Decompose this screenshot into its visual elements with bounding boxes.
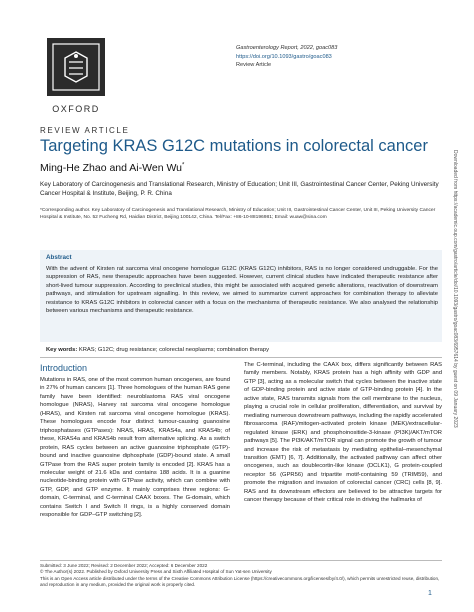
article-type: Review Article: [236, 62, 272, 68]
publisher-name: OXFORD: [52, 104, 100, 114]
journal-citation: Gastroenterology Report, 2022, goac083: [236, 45, 338, 51]
article-title: Targeting KRAS G12C mutations in colorectal cancer: [40, 137, 428, 155]
affiliation: Key Laboratory of Carcinogenesis and Translational Research, Ministry of Education; Unit III, Gastrointestinal Cancer Center, Peking University Cancer Hospital & Institute, Beijing, P. R. China: [40, 181, 439, 198]
section-label: REVIEW ARTICLE: [40, 126, 130, 135]
keywords: [46, 347, 438, 353]
corresponding-author: *Corresponding author. Key Laboratory of Carcinogenesis and Translational Research, Ministry of Education; Unit III, Gastrointestinal Cancer Center, Unit III, Peking University Cancer Hospital & Institute, No. 52 Fucheng Rd, Haidian District, Beijing 100142, China. Tel/Fax: +86-10-88196981; Email: wuaw@sina.com: [40, 208, 436, 220]
footer-dates: Submitted: 3 June 2022; Revised: 2 December 2022; Accepted: 6 December 2022: [40, 563, 208, 568]
download-notice-text: Downloaded from https://academic.oup.com/gastro/article/doi/10.1093/gastro/goac083/6957614 by guest on 09 January 2023: [452, 150, 458, 428]
divider: [40, 357, 442, 358]
footer: [40, 563, 442, 588]
footer-divider: [40, 560, 442, 561]
footer-license: This is an Open Access article distributed under the terms of the Creative Commons Attribution License (https://creativecommons.org/licenses/by/4.0/), which permits unrestricted reuse, distribution, and reproduction in any medium, provided the original work is properly cited.: [40, 575, 440, 587]
top-meta: [236, 44, 456, 70]
introduction-heading: Introduction: [40, 363, 88, 373]
corresponding-mark: *: [182, 162, 185, 169]
abstract-heading: Abstract: [46, 254, 72, 261]
abstract-body: With the advent of Kirsten rat sarcoma viral oncogene homologue G12C (KRAS G12C) inhibitors, RAS is no longer considered undruggable. For the suppression of RAS, new therapeutic approaches have been suggested. However, current clinical studies have indicated therapeutic resistance after short-lived tumour suppression. According to preclinical studies, this might be associated with acquired genetic alterations, reactivation of downstream pathways, and stimulation for upstream signalling. In this review, we aimed to summarize current approaches for combination therapy to alleviate resistance to KRAS G12C inhibitors in colorectal cancer with a focus on the mechanisms of therapeutic resistance. We also analysed the relationship between various mechanisms and therapeutic resistance.: [46, 266, 438, 315]
download-notice: [449, 150, 459, 610]
author-list: [40, 162, 184, 174]
author-names: Ming-He Zhao and Ai-Wen Wu: [40, 162, 183, 174]
page-number: 1: [428, 590, 432, 597]
keywords-value: KRAS; G12C; drug resistance; colorectal neoplasms; combination therapy: [78, 347, 269, 353]
doi-link[interactable]: https://doi.org/10.1093/gastro/goac083: [236, 53, 332, 60]
oxford-logo: [47, 38, 105, 96]
body-column-left: Mutations in RAS, one of the most common human oncogenes, are found in 27% of human cancers [1]. Three homologues of the human RAS gene family have been identified: neuroblastoma RAS viral oncogene homologue (NRAS), Harvey rat sarcoma viral oncogene homologue (HRAS), and Kirsten rat sarcoma viral oncogene homologue (KRAS). These homologues encode four distinct tumour-causing guanosine triphosphatases (GTPases): NRAS, HRAS, KRAS4a, and KRAS4b; of these, KRAS4a and KRAS4b result from alternative splicing. As a switch protein, RAS cycles between an active guanosine triphosphate (GTP)-bound and inactive guanosine diphosphate (GDP)-bound state. A small GTPase from the RAS super protein family is encoded [2]. KRAS has a molecular weight of 21.6 kDa and contains 188 acids. It is a guanine nucleotide-binding protein with GTPase activity, which can combine with GTP, GDP, and GTP enzyme. It mainly comprises three regions: G-domain, C-terminal, and C-terminal CAAX boxes. The G-domain, which contains Switch I and Switch II rings, is a highly conserved domain responsible for GDP–GTP switching [2].: [40, 377, 230, 519]
footer-copyright: © The Author(s) 2022. Published by Oxford University Press and Sixth Affiliated Hospital of Sun Yat-sen University: [40, 569, 272, 575]
body-column-right: The C-terminal, including the CAAX box, differs significantly between RAS family members. Notably, KRAS protein has a high affinity with GDP and GTP [3], acting as a molecular switch that cycles between the inactive state of GDP-binding protein and active state of GTP-binding protein [4]. In the active state, RAS transmits signals from the cell membrane to the nucleus, playing a crucial role in cellular proliferation, differentiation, and survival by mediating numerous downstream pathways, including the rapidly accelerated fibrosarcoma (RAF)/mitogen-activated protein kinase (MEK)/extracellular-regulated kinase (ERK) and phosphoinositide-3-kinase (PI3K)/AKT/mTOR pathways [5]. The PI3K/AKT/mTOR signal can promote the growth of tumour and increase the risk of metastasis by mediating epithelial–mesenchymal transition (EMT) [6, 7]. Additionally, the activated pathway can affect other oncogenes, such as doublecortin-like kinase (DCLK1), G protein-coupled receptor 56 (GPR56) and tripartite motif-containing 59 (TRIM59), and promote the migration and invasion of colorectal cancer (CRC) cells [8, 9]. RAS and its downstream effectors are believed to be attractive targets for cancer therapy because of their critical role in driving the hallmarks of: [244, 362, 442, 504]
keywords-label: Key words:: [46, 347, 78, 353]
